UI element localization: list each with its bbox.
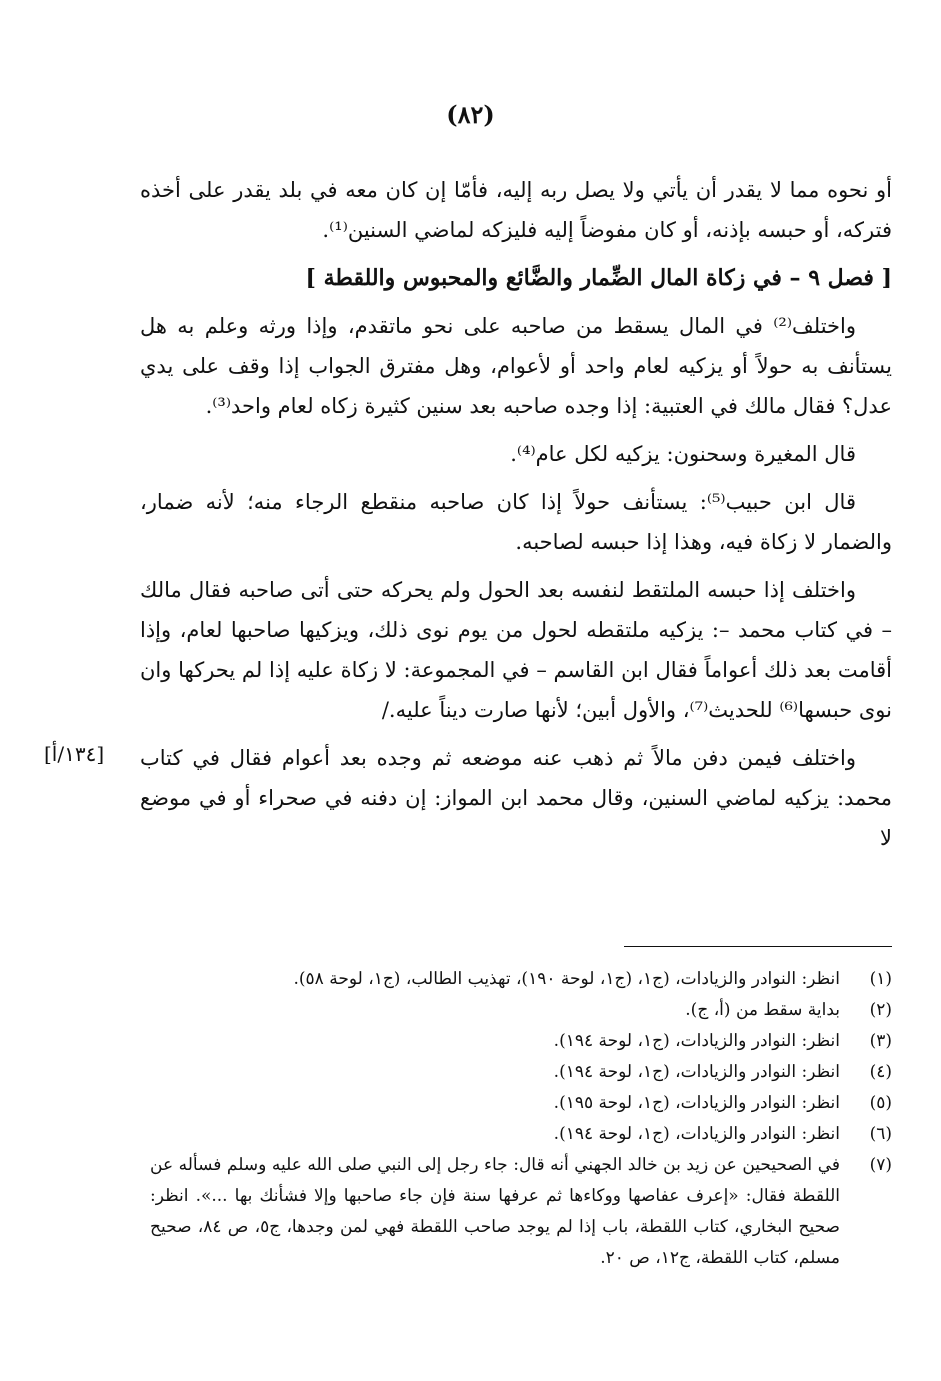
main-text xyxy=(140,170,892,866)
footnote-number: (٧) xyxy=(869,1155,892,1175)
footnote-item xyxy=(150,995,892,1026)
footnote-item xyxy=(150,1057,892,1088)
footnote-text: بداية سقط من (أ، ج). xyxy=(685,1000,840,1020)
footnote-number: (٣) xyxy=(869,1031,892,1051)
footnote-item xyxy=(150,1119,892,1150)
paragraph: قال المغيرة وسحنون: يزكيه لكل عام⁽⁴⁾. xyxy=(510,442,856,466)
paragraph-continuation: أو نحوه مما لا يقدر أن يأتي ولا يصل ربه إليه، فأمّا إن كان معه في بلد يقدر على أخذه فتركه، أو حبسه بإذنه، أو كان مفوضاً إليه فليزكه لماضي السنين⁽¹⁾. xyxy=(140,178,892,242)
footnote-text: انظر: النوادر والزيادات، (ج١، لوحة ١٩٥). xyxy=(553,1093,840,1113)
footnote-text: انظر: النوادر والزيادات، (ج١، (ج١، لوحة ١٩٠)، تهذيب الطالب، (ج١، لوحة ٥٨). xyxy=(293,969,840,989)
footnote-text: انظر: النوادر والزيادات، (ج١، لوحة ١٩٤). xyxy=(553,1031,840,1051)
footnote-number: (٥) xyxy=(869,1093,892,1113)
footnote-text: انظر: النوادر والزيادات، (ج١، لوحة ١٩٤). xyxy=(553,1124,840,1144)
footnote-number: (٤) xyxy=(869,1062,892,1082)
footnote-divider xyxy=(624,946,892,947)
footnote-number: (٢) xyxy=(869,1000,892,1020)
section-heading: [ فصل ٩ – في زكاة المال الضِّمار والضَّائع والمحبوس واللقطة ] xyxy=(305,265,892,291)
footnotes xyxy=(150,964,892,1274)
footnote-item xyxy=(150,964,892,995)
footnote-number: (١) xyxy=(869,969,892,989)
footnote-item xyxy=(150,1150,892,1274)
paragraph: قال ابن حبيب⁽⁵⁾: يستأنف حولاً إذا كان صاحبه منقطع الرجاء منه؛ لأنه ضمار، والضمار لا زكاة فيه، وهذا إذا حبسه لصاحبه. xyxy=(140,490,892,554)
page-number: (٨٢) xyxy=(446,100,495,129)
footnote-number: (٦) xyxy=(869,1124,892,1144)
footnote-text: انظر: النوادر والزيادات، (ج١، لوحة ١٩٤). xyxy=(553,1062,840,1082)
footnote-item xyxy=(150,1026,892,1057)
paragraph: واختلف⁽²⁾ في المال يسقط من صاحبه على نحو ماتقدم، وإذا ورثه وعلم به هل يستأنف به حولاً أو يزكيه لعام واحد أو لأعوام، وهل مفترق الجواب إذا وقف على يدي عدل؟ فقال مالك في العتبية: إذا وجده صاحبه بعد سنين كثيرة زكاه لعام واحد⁽³⁾. xyxy=(140,314,892,418)
manuscript-folio-reference: [١٣٤/أ] xyxy=(44,742,105,766)
paragraph: واختلف فيمن دفن مالاً ثم ذهب عنه موضعه ثم وجده بعد أعوام فقال في كتاب محمد: يزكيه لماضي السنين، وقال محمد ابن المواز: إن دفنه في صحراء أو في موضع لا xyxy=(140,746,892,850)
footnote-text: في الصحيحين عن زيد بن خالد الجهني أنه قال: جاء رجل إلى النبي صلى الله عليه وسلم فسأله عن اللقطة فقال: «إعرف عفاصها ووكاءها ثم عرفها سنة فإن جاء صاحبها وإلا فشأنك بها ...». انظر: صحيح البخاري، كتاب اللقطة، باب إذا لم يوجد صاحب اللقطة فهي لمن وجدها، ج٥، ص ٨٤، صحيح مسلم، كتاب اللقطة، ج١٢، ص ٢٠. xyxy=(150,1155,840,1268)
paragraph: واختلف إذا حبسه الملتقط لنفسه بعد الحول ولم يحركه حتى أتى صاحبه فقال مالك – في كتاب محمد –: يزكيه ملتقطه لحول من يوم نوى ذلك، ويزكيها صاحبها لعام، وإذا أقامت بعد ذلك أعواماً فقال ابن القاسم – في المجموعة: لا زكاة عليه إذا لم يحركها وان نوى حبسها⁽⁶⁾ للحديث⁽⁷⁾، والأول أبين؛ لأنها صارت ديناً عليه./ xyxy=(140,578,892,722)
footnote-item xyxy=(150,1088,892,1119)
